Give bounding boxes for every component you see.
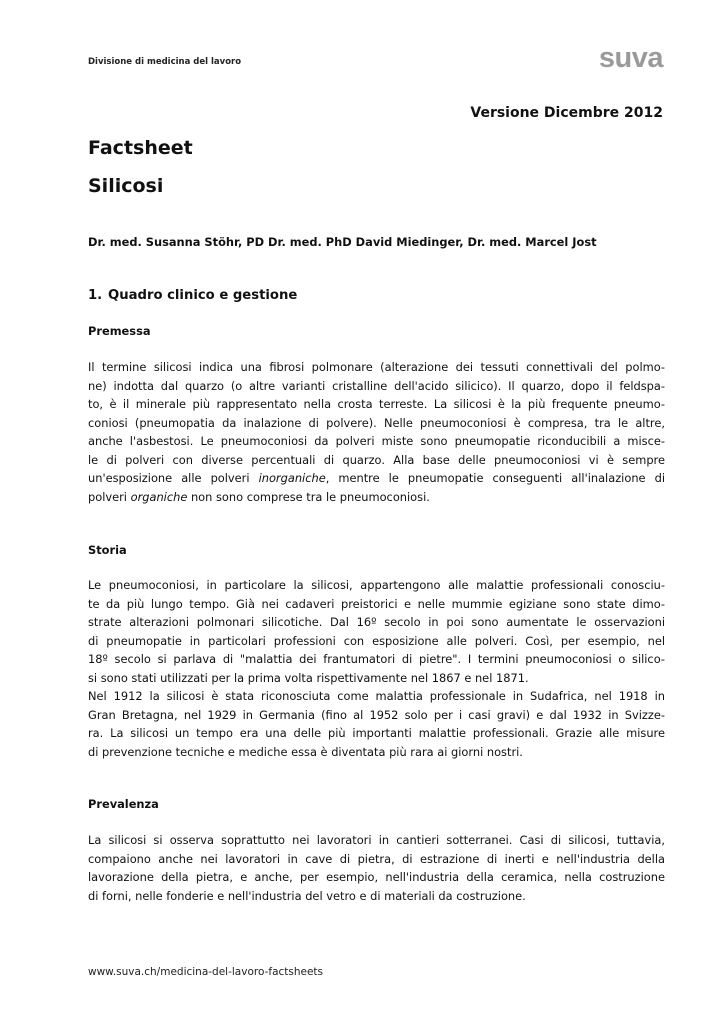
version-date: Versione Dicembre 2012	[470, 105, 663, 121]
paragraph-line: Le pneumoconiosi, in particolare la silicosi, appartengono alle malattie professionali conosciu-	[88, 578, 665, 592]
paragraph-line: Gran Bretagna, nel 1929 in Germania (fino al 1952 solo per i casi gravi) e dal 1932 in Svizze-	[88, 707, 665, 722]
paragraph-line: Nel 1912 la silicosi è stata riconosciuta come malattia professionale in Sudafrica, nel 1918 in	[88, 689, 665, 703]
premessa-paragraph	[88, 358, 665, 506]
paragraph-line: si sono stati utilizzati per la prima volta rispettivamente nel 1867 e nel 1871.	[88, 670, 529, 685]
paragraph-line: ne) indotta dal quarzo (o altre varianti cristalline dell'acido silicico). Il quarzo, dopo il feldspa-	[88, 378, 665, 393]
paragraph-line: Il termine silicosi indica una fibrosi polmonare (alterazione dei tessuti connettivali del polmo-	[88, 360, 665, 374]
paragraph-line: compaiono anche nei lavoratori in cave di pietra, di estrazione di inerti e nell'industria della	[88, 851, 665, 866]
document-title-silicosi: Silicosi	[88, 175, 164, 197]
division-label: Divisione di medicina del lavoro	[88, 57, 242, 67]
section-title: Quadro clinico e gestione	[108, 288, 298, 303]
footer-url: www.suva.ch/medicina-del-lavoro-factsheets	[88, 966, 324, 978]
paragraph-line: le di polveri con diverse percentuali di quarzo. Alla base delle pneumoconiosi vi è sempre	[88, 452, 665, 467]
paragraph-line: lavorazione della pietra, e anche, per esempio, nell'industria della ceramica, nella costruzione	[88, 870, 665, 884]
prevalenza-heading: Prevalenza	[88, 797, 159, 811]
paragraph-line: strate alterazioni polmonari silicotiche. Dal 16º secolo in poi sono aumentate le osservazioni	[88, 615, 665, 629]
section-number: 1.	[88, 288, 103, 303]
paragraph-line	[88, 488, 665, 507]
text-run: non sono comprese tra le pneumoconiosi.	[187, 489, 430, 504]
paragraph-line: di pneumopatie in particolari professioni con esposizione alle polveri. Così, per esempio, nel	[88, 633, 665, 648]
storia-paragraph	[88, 576, 665, 761]
storia-heading: Storia	[88, 543, 127, 557]
text-run: un'esposizione alle polveri	[88, 471, 259, 485]
paragraph-line: to, è il minerale più rappresentato nella crosta terreste. La silicosi è la più frequente pneumo-	[88, 397, 665, 411]
document-title-factsheet: Factsheet	[88, 137, 193, 159]
paragraph-line: coniosi (pneumopatia da inalazione di polvere). Nelle pneumoconiosi è compresa, tra le altre,	[88, 415, 665, 430]
suva-logo: suva	[598, 42, 663, 74]
authors: Dr. med. Susanna Stöhr, PD Dr. med. PhD David Miedinger, Dr. med. Marcel Jost	[88, 235, 597, 249]
paragraph-line: 18º secolo si parlava di "malattia dei frantumatori di pietre". I termini pneumoconiosi o silico-	[88, 652, 665, 666]
italic-term: inorganiche	[258, 471, 326, 485]
paragraph-line: anche l'asbestosi. Le pneumoconiosi da polveri miste sono pneumopatie riconducibili a misce-	[88, 434, 665, 448]
paragraph-line: La silicosi si osserva soprattutto nei lavoratori in cantieri sotterranei. Casi di silicosi, tuttavia,	[88, 833, 665, 847]
italic-term: organiche	[130, 489, 188, 504]
paragraph-line: di prevenzione tecniche e mediche essa è diventata più rara ai giorni nostri.	[88, 744, 523, 759]
prevalenza-paragraph	[88, 831, 665, 905]
text-run: polveri	[88, 489, 131, 504]
text-run: , mentre le pneumopatie conseguenti all'inalazione di	[325, 471, 665, 485]
paragraph-line: te da più lungo tempo. Già nei cadaveri preistorici e nelle mummie egiziane sono state dimo-	[88, 596, 665, 611]
paragraph-line	[88, 469, 665, 488]
paragraph-line: ra. La silicosi un tempo era una delle più importanti malattie professionali. Grazie alle misure	[88, 726, 665, 740]
section-heading	[88, 288, 297, 303]
paragraph-line: di forni, nelle fonderie e nell'industria del vetro e di materiali da costruzione.	[88, 888, 526, 903]
premessa-heading: Premessa	[88, 324, 151, 338]
